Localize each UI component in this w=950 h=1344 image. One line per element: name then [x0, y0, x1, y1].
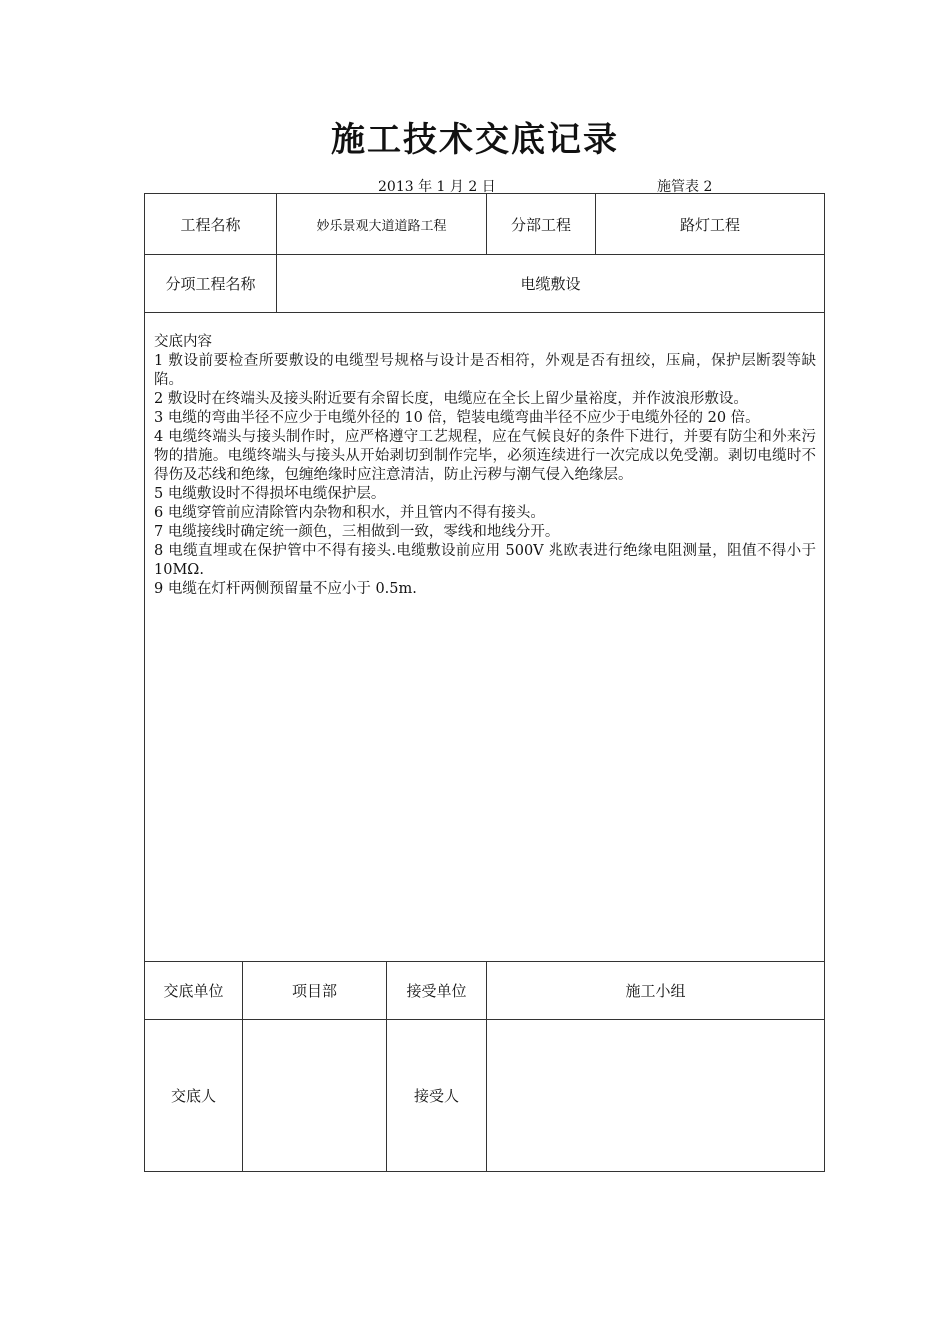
division-value: 路灯工程: [596, 194, 825, 255]
unit-row: [145, 962, 825, 1020]
project-row: [145, 194, 825, 255]
project-name-label: 工程名称: [145, 194, 277, 255]
form-number: 施管表 2: [657, 179, 713, 195]
content-item: 9 电缆在灯杆两侧预留量不应小于 0.5m.: [154, 581, 417, 597]
date-line: 2013 年 1 月 2 日: [378, 179, 496, 195]
issuer-person-label: 交底人: [145, 1020, 243, 1172]
issuer-unit-value: 项目部: [243, 962, 387, 1020]
content-item: 3 电缆的弯曲半径不应少于电缆外径的 10 倍，铠装电缆弯曲半径不应少于电缆外径的 20 倍。: [154, 410, 760, 426]
receiver-person-value[interactable]: [487, 1020, 825, 1172]
subitem-row: [145, 255, 825, 313]
content-item: 1 敷设前要检查所要敷设的电缆型号规格与设计是否相符，外观是否有扭绞，压扁，保护层断裂等缺陷。: [154, 353, 817, 388]
content-heading: 交底内容: [154, 334, 212, 350]
receiver-unit-label: 接受单位: [387, 962, 487, 1020]
content-item: 2 敷设时在终端头及接头附近要有余留长度，电缆应在全长上留少量裕度，并作波浪形敷设。: [154, 391, 748, 407]
content-item: 6 电缆穿管前应清除管内杂物和积水，并且管内不得有接头。: [154, 505, 545, 521]
person-row: [145, 1020, 825, 1172]
content-item: 5 电缆敷设时不得损坏电缆保护层。: [154, 486, 386, 502]
project-name-value: 妙乐景观大道道路工程: [277, 194, 487, 255]
content-item: 7 电缆接线时确定统一颜色，三相做到一致，零线和地线分开。: [154, 524, 560, 540]
document-title: 施工技术交底记录: [331, 120, 619, 160]
content-cell: [145, 313, 825, 962]
content-row: [145, 313, 825, 962]
receiver-person-label: 接受人: [387, 1020, 487, 1172]
division-label: 分部工程: [487, 194, 596, 255]
content-item: 4 电缆终端头与接头制作时，应严格遵守工艺规程，应在气候良好的条件下进行，并要有防尘和外来污物的措施。电缆终端头与接头从开始剥切到制作完毕，必须连续进行一次完成以免受潮。剥切电缆时不得伤及芯线和绝缘，包缠绝缘时应注意清洁，防止污秽与潮气侵入绝缘层。: [154, 429, 817, 483]
issuer-person-value[interactable]: [243, 1020, 387, 1172]
content-item: 8 电缆直埋或在保护管中不得有接头.电缆敷设前应用 500V 兆欧表进行绝缘电阻测量，阻值不得小于 10MΩ.: [154, 543, 817, 578]
subitem-label: 分项工程名称: [145, 255, 277, 313]
receiver-unit-value: 施工小组: [487, 962, 825, 1020]
issuer-unit-label: 交底单位: [145, 962, 243, 1020]
disclosure-record-table: [144, 193, 825, 1172]
subitem-value: 电缆敷设: [277, 255, 825, 313]
